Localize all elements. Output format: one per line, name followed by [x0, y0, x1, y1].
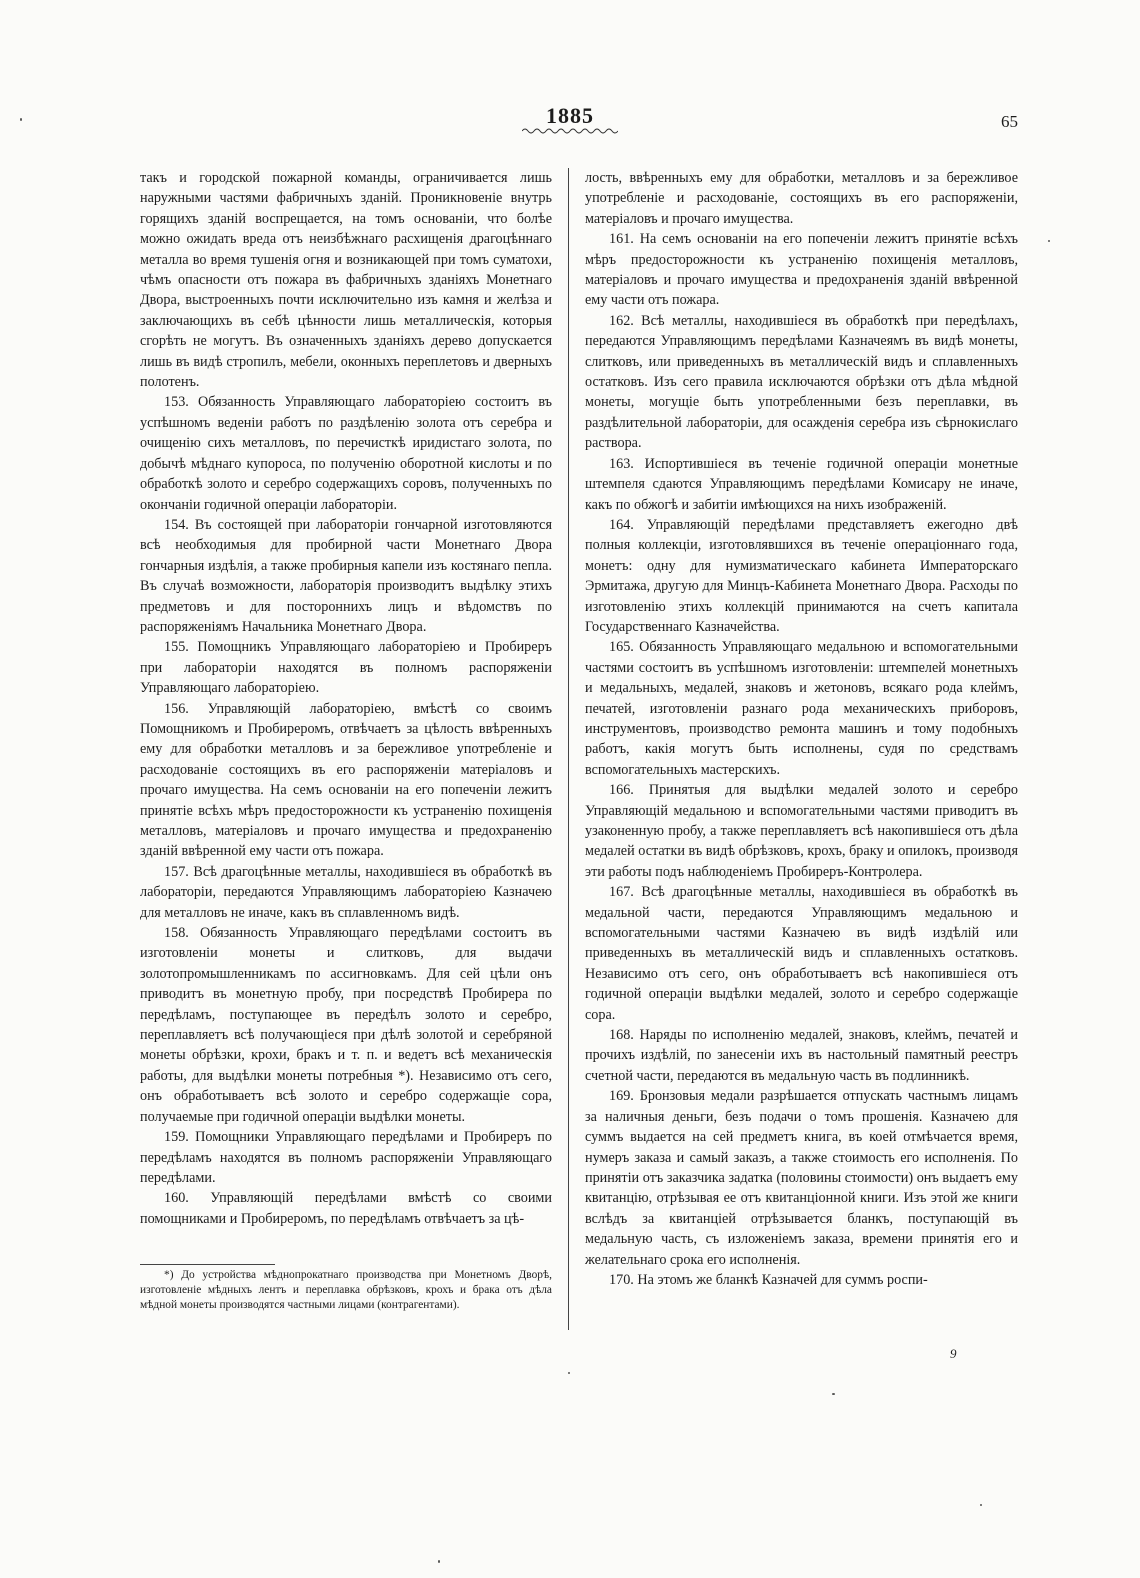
- paragraph: 168. Наряды по исполненію медалей, знаковъ, клеймъ, печатей и прочихъ издѣлій, по занесеніи ихъ въ настольный памятный реестръ счетной части, передаются въ медальную часть въ подлинникѣ.: [585, 1027, 1018, 1084]
- paragraph: 158. Обязанность Управляющаго передѣлами состоитъ въ изготовленіи монеты и слитковъ, для выдачи золотопромышленникамъ по ассигновкамъ. Для сей цѣли онъ приводитъ въ монетную пробу, при посредствѣ Пробирера по передѣламъ, поступающее въ передѣлъ золото и серебро, переплавляетъ всѣ получающіеся при дѣлѣ золотой и серебряной монеты обрѣзки, крохи, бракъ и т. п. и ведетъ всѣ механическія работы, для выдѣлки монеты потребныя *). Независимо отъ сего, онъ обработываетъ всѣ золото и серебро содержащіе сора, получаемые при годичной операціи выдѣлки монеты.: [140, 925, 552, 1125]
- scan-speck: [568, 1372, 570, 1374]
- scan-speck: [980, 1504, 982, 1506]
- paragraph: 155. Помощникъ Управляющаго лабораторіею и Пробиреръ при лабораторіи находятся въ полномъ распоряженіи Управляющаго лабораторіею.: [140, 639, 552, 697]
- footnote-text: *) До устройства мѣднопрокатнаго производства при Монетномъ Дворѣ, изготовленіе мѣдныхъ лентъ и переплавка обрѣзковъ, крохъ и брака отъ дѣла мѣдной монеты производятся частными лицами (контрагентами).: [140, 1269, 552, 1312]
- paragraph: 162. Всѣ металлы, находившіеся въ обработкѣ при передѣлахъ, передаются Управляющимъ передѣлами Казначеямъ въ видѣ монеты, слитковъ, или приведенныхъ въ металлическій видъ и сплавленныхъ остатковъ. Изъ сего правила исключаются обрѣзки отъ дѣла мѣдной монеты, могущіе быть употребленными безъ переплавки, въ раздѣлительной лабораторіи, для осажденія серебра изъ сѣрнокислаго раствора.: [585, 312, 1018, 452]
- scan-speck: [20, 118, 22, 121]
- paragraph: 160. Управляющій передѣлами вмѣстѣ со своими помощниками и Пробиреромъ, по передѣламъ отвѣчаетъ за цѣ-: [140, 1190, 552, 1227]
- left-column: [140, 168, 552, 1229]
- column-divider: [568, 168, 569, 1330]
- paragraph: 165. Обязанность Управляющаго медальною и вспомогательными частями состоитъ въ успѣшномъ изготовленіи: штемпелей монетныхъ и медальныхъ, медалей, знаковъ и жетоновъ, всякаго рода клеймъ, печатей, изготовленіи разнаго рода механическихъ приборовъ, инструментовъ, производство ремонта машинъ и тому подобныхъ работъ, какія могутъ быть исполнены, судя по средствамъ вспомогательныхъ мастерскихъ.: [585, 639, 1018, 778]
- paragraph: 159. Помощники Управляющаго передѣлами и Пробиреръ по передѣламъ находятся въ полномъ распоряженіи Управляющаго передѣлами.: [140, 1129, 552, 1186]
- paragraph: 163. Испортившіеся въ теченіе годичной операціи монетные штемпеля сдаются Управляющимъ передѣлами Комисару не иначе, какъ по обжогѣ и забитіи имѣющихся на нихъ изображеній.: [585, 455, 1018, 513]
- footnote-rule: [140, 1264, 275, 1265]
- scan-speck: [832, 1393, 835, 1395]
- paragraph: 153. Обязанность Управляющаго лабораторіею состоитъ въ успѣшномъ веденіи работъ по раздѣленію золота отъ серебра и очищенію сихъ металловъ, по перечисткѣ иридистаго золота, по добычѣ мѣднаго купороса, по полученію оборотной кислоты и по обработкѣ золото и серебро содержащихъ соровъ, полученныхъ по окончаніи годичной операціи лабораторіи.: [140, 394, 552, 513]
- paragraph: 164. Управляющій передѣлами представляетъ ежегодно двѣ полныя коллекціи, изготовлявшихся въ теченіе операціоннаго года, монетъ: одну для нумизматическаго кабинета Императорскаго Эрмитажа, другую для Минцъ-Кабинета Монетнаго Двора. Расходы по изготовленію этихъ коллекцій принимаются на счетъ капитала Государственнаго Казначейства.: [585, 516, 1018, 635]
- paragraph: 169. Бронзовыя медали разрѣшается отпускать частнымъ лицамъ за наличныя деньги, безъ подачи о томъ прошенія. Казначею для суммъ выдается на сей предметъ книга, въ коей отмѣчается время, нумеръ заказа и самый заказъ, а также стоимость его исполненія. По принятіи отъ заказчика задатка (половины стоимости) онъ выдаетъ ему квитанцію, отрѣзывая ее отъ квитанціонной книги. Изъ этой же книги вслѣдъ за квитанціей отрѣзывается бланкъ, поступающій въ медальную часть, съ изложеніемъ заказа, времени принятія его и желательнаго срока его исполненія.: [585, 1088, 1018, 1268]
- paragraph: такъ и городской пожарной команды, ограничивается лишь наружными частями фабричныхъ зданій. Проникновеніе внутрь горящихъ зданій воспрещается, на томъ основаніи, что болѣе можно ожидать вреда отъ неизбѣжнаго расхищенія драгоцѣннаго металла во время тушенія огня и возникающей при томъ суматохи, чѣмъ опасности отъ пожара въ фабричныхъ зданіяхъ Монетнаго Двора, выстроенныхъ почти исключительно изъ камня и желѣза и заключающихъ въ себѣ цѣнности лишь металлическія, которыя сгорѣть не могутъ. Въ означенныхъ зданіяхъ дерево допускается лишь въ видѣ стропилъ, мебели, оконныхъ переплетовъ и дверныхъ полотенъ.: [140, 170, 552, 391]
- footnote: [140, 1268, 552, 1314]
- paragraph: лость, ввѣренныхъ ему для обработки, металловъ и за бережливое употребленіе и расходованіе, состоящихъ въ его распоряженіи, матеріаловъ и прочаго имущества.: [585, 170, 1018, 227]
- paragraph: 167. Всѣ драгоцѣнные металлы, находившіеся въ обработкѣ въ медальной части, передаются Управляющимъ медальною и вспомогательными частями Казначею въ видѣ издѣлій или приведенныхъ въ металлическій видъ и сплавленныхъ остатковъ. Независимо отъ сего, онъ обработываетъ всѣ накопившіеся отъ годичной операціи выдѣлки медалей, золото и серебро содержащіе сора.: [585, 884, 1018, 1023]
- scan-speck: [438, 1560, 440, 1563]
- paragraph: 166. Принятыя для выдѣлки медалей золото и серебро Управляющій медальною и вспомогательными частями приводитъ въ узаконенную пробу, а также переплавляетъ всѣ накопившіеся отъ дѣла медалей остатки въ видѣ обрѣзковъ, крохъ, браку и опилокъ, производя эти работы подъ наблюденіемъ Пробиреръ-Контролера.: [585, 782, 1018, 880]
- header-year: 1885: [546, 103, 594, 128]
- page-number: 65: [1001, 112, 1018, 131]
- paragraph: 154. Въ состоящей при лабораторіи гончарной изготовляются всѣ необходимыя для пробирной части Монетнаго Двора гончарныя издѣлія, а также пробирныя капели изъ костянаго пепла. Въ случаѣ возможности, лабораторія производитъ выдѣлку этихъ предметовъ и для постороннихъ лицъ и вѣдомствъ по распоряженіямъ Начальника Монетнаго Двора.: [140, 516, 552, 635]
- wavy-rule-ornament: [522, 127, 618, 135]
- paragraph: 156. Управляющій лабораторіею, вмѣстѣ со своимъ Помощникомъ и Пробиреромъ, отвѣчаетъ за цѣлость ввѣренныхъ ему для обработки металловъ и за бережливое употребленіе и расходованіе состоящихъ въ его распоряженіи матеріаловъ и прочаго имущества. На семъ основаніи на его попеченіи лежитъ принятіе всѣхъ мѣръ предосторожности къ устраненію похищенія металловъ, матеріаловъ и прочаго имущества и предохраненію зданій ввѣренной ему части отъ пожара.: [140, 700, 552, 860]
- paragraph: 157. Всѣ драгоцѣнные металлы, находившіеся въ обработкѣ въ лабораторіи, передаются Управляющимъ лабораторіею Казначею для металловъ не иначе, какъ въ сплавленномъ видѣ.: [140, 863, 552, 921]
- scan-speck: [1048, 240, 1050, 242]
- paragraph: 161. На семъ основаніи на его попеченіи лежитъ принятіе всѣхъ мѣръ предосторожности къ устраненію похищенія металловъ, матеріаловъ и прочаго имущества и предохраненія зданій ввѣренной ему части отъ пожара.: [585, 231, 1018, 309]
- paragraph: 170. На этомъ же бланкѣ Казначей для суммъ роспи-: [609, 1271, 928, 1288]
- signature-mark: 9: [950, 1346, 957, 1361]
- right-column: [585, 168, 1018, 1290]
